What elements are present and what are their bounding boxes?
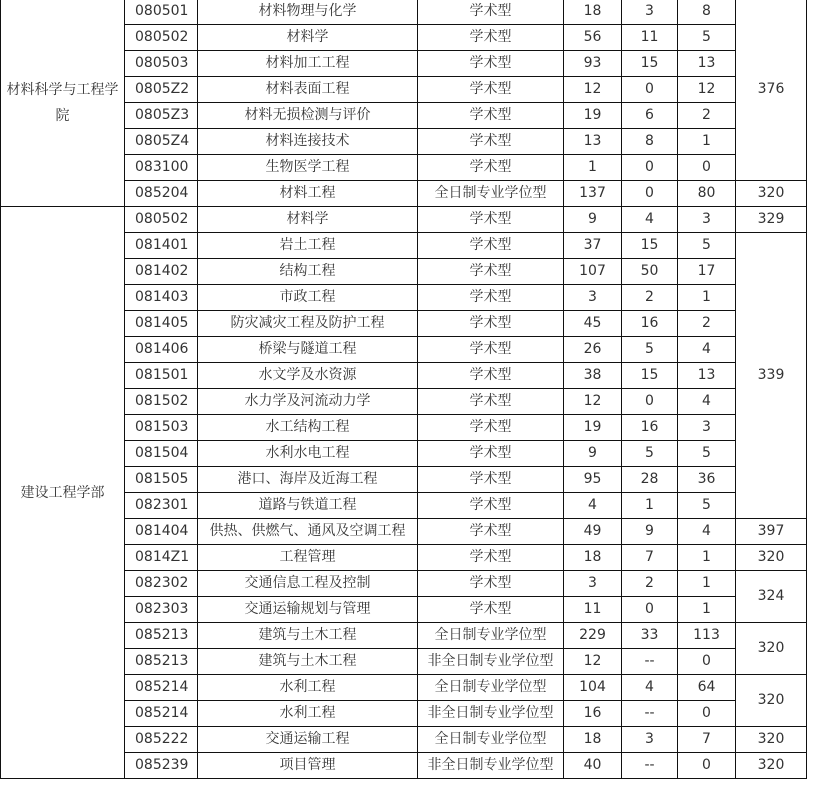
major-name-cell: 港口、海岸及近海工程 bbox=[198, 467, 418, 493]
college-name-cell: 建设工程学部 bbox=[1, 207, 125, 779]
major-name-cell: 材料工程 bbox=[198, 181, 418, 207]
major-name-cell: 材料加工工程 bbox=[198, 51, 418, 77]
score-line-cell: 339 bbox=[736, 233, 807, 519]
major-code-cell: 081501 bbox=[125, 363, 198, 389]
count-a-cell: 12 bbox=[564, 649, 622, 675]
degree-type-cell: 学术型 bbox=[418, 415, 564, 441]
score-line-cell: 320 bbox=[736, 675, 807, 727]
table-body bbox=[1, 0, 807, 779]
count-b-cell: 4 bbox=[622, 675, 678, 701]
major-code-cell: 085239 bbox=[125, 753, 198, 779]
count-b-cell: 4 bbox=[622, 207, 678, 233]
major-code-cell: 083100 bbox=[125, 155, 198, 181]
major-code-cell: 080502 bbox=[125, 207, 198, 233]
degree-type-cell: 学术型 bbox=[418, 207, 564, 233]
count-a-cell: 12 bbox=[564, 77, 622, 103]
count-b-cell: 28 bbox=[622, 467, 678, 493]
count-c-cell: 2 bbox=[678, 311, 736, 337]
count-b-cell: 16 bbox=[622, 415, 678, 441]
count-b-cell: 5 bbox=[622, 337, 678, 363]
major-code-cell: 081502 bbox=[125, 389, 198, 415]
count-a-cell: 229 bbox=[564, 623, 622, 649]
count-b-cell: 7 bbox=[622, 545, 678, 571]
major-code-cell: 085214 bbox=[125, 675, 198, 701]
count-c-cell: 1 bbox=[678, 129, 736, 155]
count-c-cell: 1 bbox=[678, 545, 736, 571]
count-b-cell: 1 bbox=[622, 493, 678, 519]
degree-type-cell: 非全日制专业学位型 bbox=[418, 701, 564, 727]
count-a-cell: 9 bbox=[564, 207, 622, 233]
major-code-cell: 0814Z1 bbox=[125, 545, 198, 571]
count-a-cell: 11 bbox=[564, 597, 622, 623]
count-a-cell: 1 bbox=[564, 155, 622, 181]
count-a-cell: 13 bbox=[564, 129, 622, 155]
count-a-cell: 19 bbox=[564, 103, 622, 129]
major-code-cell: 085214 bbox=[125, 701, 198, 727]
major-code-cell: 081405 bbox=[125, 311, 198, 337]
table-row bbox=[1, 207, 807, 233]
count-a-cell: 16 bbox=[564, 701, 622, 727]
major-name-cell: 防灾减灾工程及防护工程 bbox=[198, 311, 418, 337]
count-c-cell: 80 bbox=[678, 181, 736, 207]
count-b-cell: 15 bbox=[622, 51, 678, 77]
major-name-cell: 生物医学工程 bbox=[198, 155, 418, 181]
major-name-cell: 水文学及水资源 bbox=[198, 363, 418, 389]
count-b-cell: 15 bbox=[622, 233, 678, 259]
major-name-cell: 水工结构工程 bbox=[198, 415, 418, 441]
degree-type-cell: 全日制专业学位型 bbox=[418, 623, 564, 649]
degree-type-cell: 学术型 bbox=[418, 0, 564, 25]
major-code-cell: 085204 bbox=[125, 181, 198, 207]
count-c-cell: 12 bbox=[678, 77, 736, 103]
count-b-cell: 6 bbox=[622, 103, 678, 129]
count-b-cell: -- bbox=[622, 753, 678, 779]
major-name-cell: 工程管理 bbox=[198, 545, 418, 571]
major-name-cell: 交通运输规划与管理 bbox=[198, 597, 418, 623]
major-name-cell: 岩土工程 bbox=[198, 233, 418, 259]
degree-type-cell: 学术型 bbox=[418, 129, 564, 155]
degree-type-cell: 学术型 bbox=[418, 545, 564, 571]
count-c-cell: 1 bbox=[678, 285, 736, 311]
count-c-cell: 13 bbox=[678, 51, 736, 77]
count-b-cell: 2 bbox=[622, 285, 678, 311]
count-c-cell: 0 bbox=[678, 649, 736, 675]
count-c-cell: 1 bbox=[678, 597, 736, 623]
major-code-cell: 085222 bbox=[125, 727, 198, 753]
count-b-cell: 33 bbox=[622, 623, 678, 649]
major-name-cell: 项目管理 bbox=[198, 753, 418, 779]
major-code-cell: 082302 bbox=[125, 571, 198, 597]
count-b-cell: 3 bbox=[622, 727, 678, 753]
score-line-cell: 320 bbox=[736, 181, 807, 207]
degree-type-cell: 学术型 bbox=[418, 259, 564, 285]
major-code-cell: 080503 bbox=[125, 51, 198, 77]
major-code-cell: 081503 bbox=[125, 415, 198, 441]
degree-type-cell: 学术型 bbox=[418, 441, 564, 467]
count-c-cell: 0 bbox=[678, 701, 736, 727]
degree-type-cell: 全日制专业学位型 bbox=[418, 181, 564, 207]
count-a-cell: 3 bbox=[564, 285, 622, 311]
count-a-cell: 49 bbox=[564, 519, 622, 545]
degree-type-cell: 学术型 bbox=[418, 467, 564, 493]
count-b-cell: 0 bbox=[622, 597, 678, 623]
count-c-cell: 4 bbox=[678, 519, 736, 545]
major-code-cell: 085213 bbox=[125, 623, 198, 649]
degree-type-cell: 学术型 bbox=[418, 233, 564, 259]
count-c-cell: 17 bbox=[678, 259, 736, 285]
major-code-cell: 081504 bbox=[125, 441, 198, 467]
major-name-cell: 材料学 bbox=[198, 207, 418, 233]
count-a-cell: 107 bbox=[564, 259, 622, 285]
count-b-cell: 16 bbox=[622, 311, 678, 337]
count-a-cell: 18 bbox=[564, 545, 622, 571]
count-c-cell: 4 bbox=[678, 337, 736, 363]
degree-type-cell: 学术型 bbox=[418, 337, 564, 363]
major-code-cell: 081404 bbox=[125, 519, 198, 545]
major-name-cell: 供热、供燃气、通风及空调工程 bbox=[198, 519, 418, 545]
major-name-cell: 结构工程 bbox=[198, 259, 418, 285]
degree-type-cell: 学术型 bbox=[418, 103, 564, 129]
count-c-cell: 5 bbox=[678, 233, 736, 259]
count-a-cell: 18 bbox=[564, 727, 622, 753]
count-c-cell: 5 bbox=[678, 493, 736, 519]
count-c-cell: 4 bbox=[678, 389, 736, 415]
count-b-cell: 0 bbox=[622, 77, 678, 103]
major-name-cell: 建筑与土木工程 bbox=[198, 649, 418, 675]
count-a-cell: 12 bbox=[564, 389, 622, 415]
count-b-cell: 11 bbox=[622, 25, 678, 51]
degree-type-cell: 学术型 bbox=[418, 155, 564, 181]
degree-type-cell: 学术型 bbox=[418, 25, 564, 51]
major-name-cell: 水利工程 bbox=[198, 701, 418, 727]
degree-type-cell: 学术型 bbox=[418, 519, 564, 545]
count-b-cell: 15 bbox=[622, 363, 678, 389]
score-line-cell: 324 bbox=[736, 571, 807, 623]
major-name-cell: 材料连接技术 bbox=[198, 129, 418, 155]
degree-type-cell: 全日制专业学位型 bbox=[418, 675, 564, 701]
degree-type-cell: 学术型 bbox=[418, 597, 564, 623]
count-c-cell: 5 bbox=[678, 25, 736, 51]
degree-type-cell: 学术型 bbox=[418, 311, 564, 337]
major-code-cell: 081402 bbox=[125, 259, 198, 285]
count-b-cell: 50 bbox=[622, 259, 678, 285]
major-name-cell: 水利水电工程 bbox=[198, 441, 418, 467]
count-b-cell: 8 bbox=[622, 129, 678, 155]
college-name-cell: 材料科学与工程学院 bbox=[1, 0, 125, 207]
score-line-cell: 397 bbox=[736, 519, 807, 545]
major-name-cell: 水利工程 bbox=[198, 675, 418, 701]
count-c-cell: 5 bbox=[678, 441, 736, 467]
count-c-cell: 3 bbox=[678, 207, 736, 233]
count-b-cell: 0 bbox=[622, 389, 678, 415]
count-c-cell: 3 bbox=[678, 415, 736, 441]
major-code-cell: 081401 bbox=[125, 233, 198, 259]
degree-type-cell: 学术型 bbox=[418, 493, 564, 519]
degree-type-cell: 学术型 bbox=[418, 363, 564, 389]
count-a-cell: 93 bbox=[564, 51, 622, 77]
count-c-cell: 8 bbox=[678, 0, 736, 25]
count-a-cell: 19 bbox=[564, 415, 622, 441]
score-line-cell: 320 bbox=[736, 727, 807, 753]
count-b-cell: 0 bbox=[622, 155, 678, 181]
major-code-cell: 081505 bbox=[125, 467, 198, 493]
major-name-cell: 交通运输工程 bbox=[198, 727, 418, 753]
count-a-cell: 37 bbox=[564, 233, 622, 259]
count-c-cell: 36 bbox=[678, 467, 736, 493]
count-a-cell: 9 bbox=[564, 441, 622, 467]
count-c-cell: 113 bbox=[678, 623, 736, 649]
major-code-cell: 080502 bbox=[125, 25, 198, 51]
degree-type-cell: 学术型 bbox=[418, 389, 564, 415]
count-a-cell: 38 bbox=[564, 363, 622, 389]
count-a-cell: 3 bbox=[564, 571, 622, 597]
major-name-cell: 桥梁与隧道工程 bbox=[198, 337, 418, 363]
degree-type-cell: 学术型 bbox=[418, 51, 564, 77]
count-b-cell: -- bbox=[622, 649, 678, 675]
count-a-cell: 4 bbox=[564, 493, 622, 519]
major-name-cell: 材料学 bbox=[198, 25, 418, 51]
count-a-cell: 18 bbox=[564, 0, 622, 25]
degree-type-cell: 学术型 bbox=[418, 77, 564, 103]
major-name-cell: 材料表面工程 bbox=[198, 77, 418, 103]
count-b-cell: 5 bbox=[622, 441, 678, 467]
count-b-cell: -- bbox=[622, 701, 678, 727]
count-c-cell: 13 bbox=[678, 363, 736, 389]
major-code-cell: 081403 bbox=[125, 285, 198, 311]
degree-type-cell: 全日制专业学位型 bbox=[418, 727, 564, 753]
count-c-cell: 2 bbox=[678, 103, 736, 129]
major-code-cell: 0805Z3 bbox=[125, 103, 198, 129]
major-name-cell: 材料物理与化学 bbox=[198, 0, 418, 25]
count-a-cell: 95 bbox=[564, 467, 622, 493]
major-code-cell: 082301 bbox=[125, 493, 198, 519]
score-line-cell: 320 bbox=[736, 753, 807, 779]
major-name-cell: 建筑与土木工程 bbox=[198, 623, 418, 649]
major-name-cell: 材料无损检测与评价 bbox=[198, 103, 418, 129]
major-code-cell: 081406 bbox=[125, 337, 198, 363]
major-code-cell: 0805Z4 bbox=[125, 129, 198, 155]
score-line-cell: 320 bbox=[736, 623, 807, 675]
major-name-cell: 道路与铁道工程 bbox=[198, 493, 418, 519]
degree-type-cell: 非全日制专业学位型 bbox=[418, 649, 564, 675]
table-row bbox=[1, 0, 807, 25]
count-c-cell: 7 bbox=[678, 727, 736, 753]
degree-type-cell: 学术型 bbox=[418, 571, 564, 597]
count-a-cell: 45 bbox=[564, 311, 622, 337]
score-line-cell: 320 bbox=[736, 545, 807, 571]
major-name-cell: 交通信息工程及控制 bbox=[198, 571, 418, 597]
count-a-cell: 104 bbox=[564, 675, 622, 701]
major-code-cell: 0805Z2 bbox=[125, 77, 198, 103]
count-c-cell: 64 bbox=[678, 675, 736, 701]
count-a-cell: 56 bbox=[564, 25, 622, 51]
count-b-cell: 2 bbox=[622, 571, 678, 597]
count-b-cell: 0 bbox=[622, 181, 678, 207]
major-code-cell: 080501 bbox=[125, 0, 198, 25]
count-b-cell: 9 bbox=[622, 519, 678, 545]
count-b-cell: 3 bbox=[622, 0, 678, 25]
score-line-cell: 376 bbox=[736, 0, 807, 181]
count-a-cell: 40 bbox=[564, 753, 622, 779]
degree-type-cell: 学术型 bbox=[418, 285, 564, 311]
score-line-cell: 329 bbox=[736, 207, 807, 233]
count-a-cell: 26 bbox=[564, 337, 622, 363]
major-code-cell: 082303 bbox=[125, 597, 198, 623]
count-c-cell: 0 bbox=[678, 753, 736, 779]
count-c-cell: 0 bbox=[678, 155, 736, 181]
major-name-cell: 水力学及河流动力学 bbox=[198, 389, 418, 415]
major-name-cell: 市政工程 bbox=[198, 285, 418, 311]
major-code-cell: 085213 bbox=[125, 649, 198, 675]
count-a-cell: 137 bbox=[564, 181, 622, 207]
count-c-cell: 1 bbox=[678, 571, 736, 597]
degree-type-cell: 非全日制专业学位型 bbox=[418, 753, 564, 779]
